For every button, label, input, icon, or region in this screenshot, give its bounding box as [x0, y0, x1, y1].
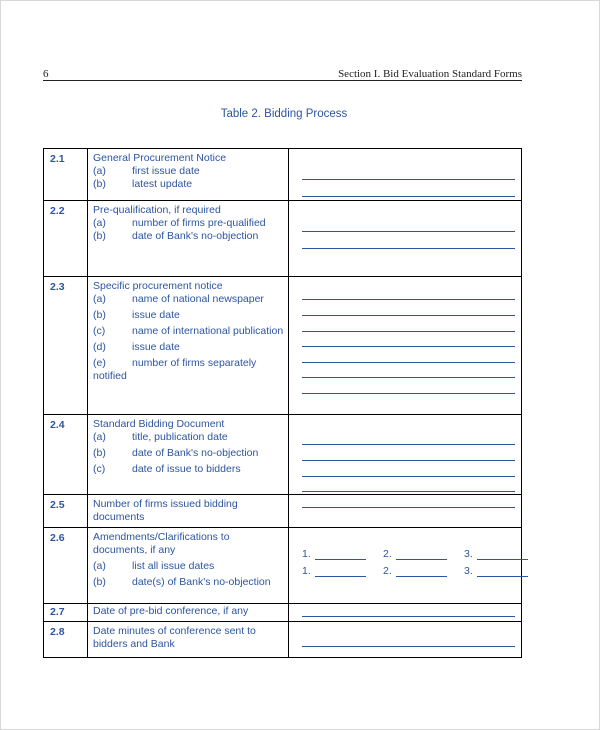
numbered-blank[interactable] [464, 565, 528, 577]
row-description [88, 415, 289, 495]
numbered-blank[interactable] [302, 565, 366, 577]
sub-item-label: (b) [93, 178, 106, 190]
row-number: 2.5 [44, 495, 88, 528]
blank-line[interactable] [302, 362, 515, 363]
numbered-blank[interactable] [464, 548, 528, 560]
section-title: Section I. Bid Evaluation Standard Forms [338, 68, 522, 80]
sub-item [93, 309, 284, 322]
table-row [44, 604, 522, 622]
blank-line[interactable] [302, 646, 515, 647]
table-row [44, 201, 522, 277]
sub-item-text: name of international publication [132, 325, 284, 337]
blank-line[interactable] [302, 460, 515, 461]
sub-item-text: date of Bank's no-objection [132, 230, 259, 242]
table-caption: Table 2. Bidding Process [220, 108, 348, 120]
blank-line[interactable] [302, 248, 515, 249]
blank-line[interactable] [477, 565, 528, 577]
blank-line[interactable] [396, 565, 447, 577]
row-description [88, 277, 289, 415]
row-description [88, 528, 289, 604]
sub-item [93, 341, 284, 354]
blank-line[interactable] [302, 616, 515, 617]
numbered-blank[interactable] [383, 565, 447, 577]
sub-item-label: (a) [93, 165, 106, 177]
blank-line[interactable] [302, 476, 515, 477]
blank-line[interactable] [302, 507, 515, 508]
sub-item-text: date of Bank's no-objection [132, 447, 259, 459]
sub-item [93, 293, 284, 306]
blank-line[interactable] [302, 331, 515, 332]
table-row [44, 415, 522, 495]
blank-line[interactable] [302, 393, 515, 394]
blank-number: 2. [383, 548, 392, 560]
sub-item [93, 463, 284, 476]
blank-line[interactable] [302, 444, 515, 445]
blank-line[interactable] [315, 548, 366, 560]
blank-line[interactable] [396, 548, 447, 560]
sub-item-label: (b) [93, 309, 106, 321]
row-description [88, 201, 289, 277]
sub-item-text: title, publication date [132, 431, 228, 443]
entry-cell[interactable] [289, 622, 522, 658]
sub-item [93, 165, 284, 178]
blank-line[interactable] [302, 299, 515, 300]
table-row [44, 149, 522, 201]
sub-item-text: number of firms separately notified [93, 357, 257, 382]
row-description [88, 149, 289, 201]
entry-cell[interactable] [289, 604, 522, 622]
row-title: Standard Bidding Document [93, 418, 225, 430]
sub-item-label: (c) [93, 325, 106, 337]
row-number: 2.4 [44, 415, 88, 495]
sub-item-label: (e) [93, 357, 106, 369]
row-number: 2.2 [44, 201, 88, 277]
sub-item-label: (a) [93, 217, 106, 229]
sub-item-text: latest update [132, 178, 193, 190]
sub-item-text: issue date [132, 341, 180, 353]
sub-item-label: (d) [93, 341, 106, 353]
table-row [44, 277, 522, 415]
entry-cell[interactable] [289, 528, 522, 604]
sub-item-label: (b) [93, 230, 106, 242]
sub-item [93, 576, 284, 589]
row-description [88, 622, 289, 658]
blank-line[interactable] [302, 346, 515, 347]
row-description [88, 495, 289, 528]
blank-number: 1. [302, 565, 311, 577]
row-number: 2.3 [44, 277, 88, 415]
blank-line[interactable] [302, 179, 515, 180]
sub-item-label: (b) [93, 447, 106, 459]
blank-number: 2. [383, 565, 392, 577]
table-row [44, 495, 522, 528]
entry-cell[interactable] [289, 415, 522, 495]
numbered-blank[interactable] [302, 548, 366, 560]
blank-number: 1. [302, 548, 311, 560]
sub-item-text: issue date [132, 309, 180, 321]
sub-item [93, 447, 284, 460]
sub-item [93, 178, 284, 191]
row-title: Specific procurement notice [93, 280, 223, 292]
table-row [44, 528, 522, 604]
row-number: 2.7 [44, 604, 88, 622]
row-title: Pre-qualification, if required [93, 204, 221, 216]
sub-item-label: (a) [93, 431, 106, 443]
blank-line[interactable] [315, 565, 366, 577]
sub-item [93, 325, 284, 338]
row-number: 2.6 [44, 528, 88, 604]
sub-item [93, 230, 284, 243]
sub-item-text: date(s) of Bank's no-objection [132, 576, 271, 588]
entry-cell[interactable] [289, 277, 522, 415]
sub-item-label: (a) [93, 560, 106, 572]
sub-item-text: list all issue dates [132, 560, 215, 572]
blank-line[interactable] [302, 196, 515, 197]
header-rule [43, 80, 522, 81]
sub-item [93, 431, 284, 444]
row-title: Date of pre-bid conference, if any [93, 605, 249, 617]
sub-item-text: date of issue to bidders [132, 463, 241, 475]
row-title: Number of firms issued bidding documents [93, 498, 238, 523]
row-title: Date minutes of conference sent to bidders and Bank [93, 625, 256, 650]
blank-line[interactable] [477, 548, 528, 560]
row-title: Amendments/Clarifications to documents, if any [93, 531, 230, 556]
entry-cell[interactable] [289, 495, 522, 528]
row-number: 2.8 [44, 622, 88, 658]
sub-item-text: first issue date [132, 165, 200, 177]
blank-line[interactable] [302, 231, 515, 232]
bidding-process-table [43, 148, 522, 658]
blank-number: 3. [464, 548, 473, 560]
sub-item [93, 560, 284, 573]
sub-item-label: (a) [93, 293, 106, 305]
sub-item-label: (c) [93, 463, 106, 475]
table-row [44, 622, 522, 658]
blank-line[interactable] [302, 491, 515, 492]
row-title: General Procurement Notice [93, 152, 227, 164]
blank-line[interactable] [302, 315, 515, 316]
sub-item-label: (b) [93, 576, 106, 588]
blank-number: 3. [464, 565, 473, 577]
sub-item [93, 357, 284, 383]
sub-item-text: number of firms pre-qualified [132, 217, 266, 229]
entry-cell[interactable] [289, 201, 522, 277]
row-number: 2.1 [44, 149, 88, 201]
entry-cell[interactable] [289, 149, 522, 201]
row-description [88, 604, 289, 622]
blank-line[interactable] [302, 377, 515, 378]
sub-item-text: name of national newspaper [132, 293, 264, 305]
numbered-blank[interactable] [383, 548, 447, 560]
page-number: 6 [43, 68, 49, 80]
sub-item [93, 217, 284, 230]
